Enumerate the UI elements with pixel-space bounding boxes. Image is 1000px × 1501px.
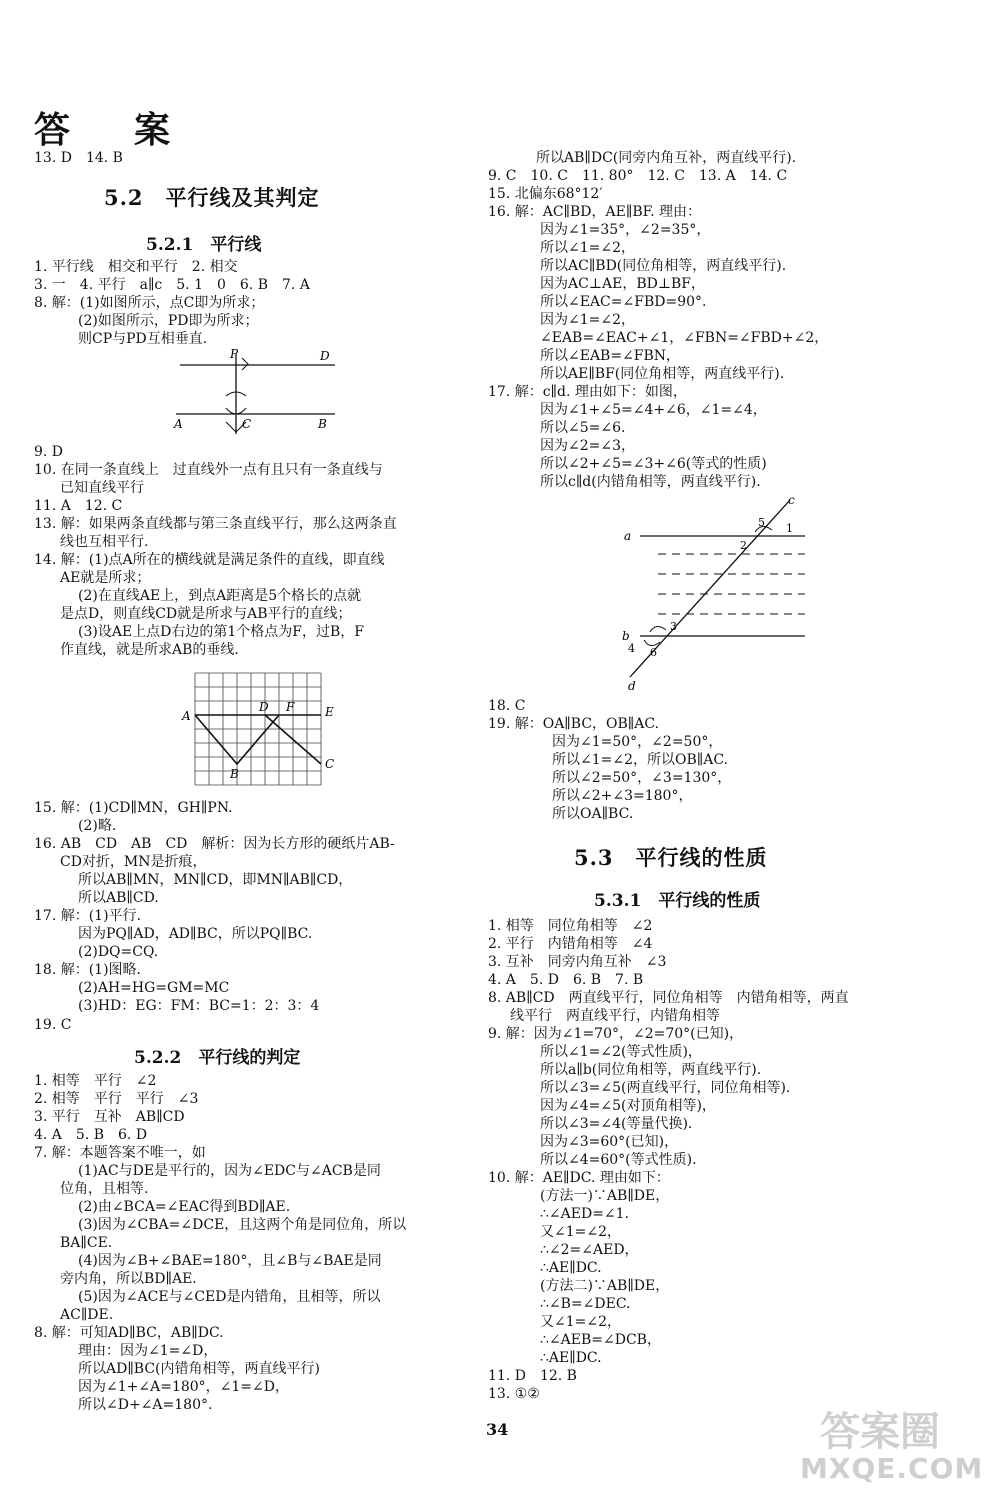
answer-line: 10. 在同一条直线上 过直线外一点有且只有一条直线与 (34, 462, 383, 478)
answer-line: 4. A 5. D 6. B 7. B (488, 972, 644, 988)
answer-line: ∴∠B=∠DEC. (540, 1296, 631, 1312)
figure-label: A (174, 417, 183, 431)
answer-line: 16. AB CD AB CD 解析：因为长方形的硬纸片AB- (34, 836, 395, 852)
answer-line: 8. 解：可知AD∥BC，AB∥DC. (34, 1325, 224, 1341)
answer-line: ∴∠AED=∠1. (540, 1206, 630, 1222)
watermark-logo: 答案圈 (820, 1409, 940, 1455)
answer-line: 因为∠1=∠2， (540, 312, 636, 328)
answer-line: 又∠1=∠2， (540, 1224, 622, 1240)
answer-line: 线平行 两直线平行，内错角相等 (510, 1008, 720, 1024)
figure-label: 6 (650, 646, 657, 659)
answer-line: 因为∠1+∠5=∠4+∠6，∠1=∠4， (540, 402, 767, 418)
answer-line: 2. 平行 内错角相等 ∠4 (488, 936, 653, 952)
answer-line: 因为∠1=35°，∠2=35°， (540, 222, 711, 238)
answer-line: 所以∠EAB=∠FBN， (540, 348, 681, 364)
answer-line: 因为∠3=60°(已知)， (540, 1134, 679, 1150)
parallel-lines-transversal-figure (620, 492, 820, 692)
page-number: 34 (486, 1420, 509, 1439)
answer-line: 因为∠1=50°，∠2=50°， (552, 734, 723, 750)
answer-line: (2)如图所示，PD即为所求； (78, 313, 259, 329)
answer-line: (5)因为∠ACE与∠CED是内错角，且相等，所以 (78, 1289, 381, 1305)
answer-line: (方法一)∵AB∥DE， (540, 1188, 670, 1204)
answer-line: (4)因为∠B+∠BAE=180°，且∠B与∠BAE是同 (78, 1253, 382, 1269)
answer-line: 则CP与PD互相垂直. (78, 331, 208, 347)
figure-label: P (230, 348, 239, 361)
subsection-heading-5-3-1: 5.3.1 平行线的性质 (594, 891, 761, 911)
answer-line: (2)DQ=CQ. (78, 944, 159, 960)
figure-label: a (624, 529, 632, 543)
answer-line: 位角，且相等. (60, 1181, 149, 1197)
figure-label: 2 (740, 539, 747, 552)
answer-line: ∴∠2=∠AED， (540, 1242, 639, 1258)
subsection-heading-5-2-2: 5.2.2 平行线的判定 (134, 1048, 301, 1068)
answer-line: 17. 解：(1)平行. (34, 908, 141, 924)
answer-line: (2)在直线AE上，到点A距离是5个格长的点就 (78, 588, 362, 604)
answer-line: 17. 解：c∥d. 理由如下：如图， (488, 384, 687, 400)
answer-line: 所以OA∥BC. (552, 806, 634, 822)
answer-line: 9. D (34, 444, 64, 460)
answer-line: 3. 一 4. 平行 a∥c 5. 1 0 6. B 7. A (34, 277, 310, 293)
subsection-heading-5-2-1: 5.2.1 平行线 (146, 235, 262, 255)
answer-line: 11. D 12. B (488, 1368, 577, 1384)
answer-line: ∴∠AEB=∠DCB， (540, 1332, 661, 1348)
figure-label: F (286, 700, 295, 714)
answer-line: (方法二)∵AB∥DE， (540, 1278, 670, 1294)
answer-line: (1)AC与DE是平行的，因为∠EDC与∠ACB是同 (78, 1163, 381, 1179)
answer-line: 线也互相平行. (60, 534, 149, 550)
figure-label: C (242, 417, 252, 431)
answer-line: 19. 解：OA∥BC，OB∥AC. (488, 716, 660, 732)
answer-line: 所以∠1=∠2， (540, 240, 636, 256)
grid-figure (180, 668, 350, 788)
figure-label: C (325, 757, 335, 771)
answer-line: 9. 解：因为∠1=70°，∠2=70°(已知)， (488, 1026, 744, 1042)
answer-line: 所以∠3=∠4(等量代换). (540, 1116, 693, 1132)
answer-line: 所以∠1=∠2(等式性质)， (540, 1044, 702, 1060)
answer-line: 2. 相等 平行 平行 ∠3 (34, 1091, 199, 1107)
perpendicular-construction-figure (170, 348, 350, 438)
answer-line: 所以∠EAC=∠FBD=90°. (540, 294, 707, 310)
answer-line: (3)设AE上点D右边的第1个格点为F，过B，F (78, 624, 365, 640)
answer-line: 所以∠3=∠5(两直线平行，同位角相等). (540, 1080, 791, 1096)
answer-line: ∴AE∥DC. (540, 1350, 602, 1366)
answer-line: 所以∠5=∠6. (540, 420, 626, 436)
answer-line: 因为∠2=∠3， (540, 438, 636, 454)
answer-line: (2)略. (78, 818, 117, 834)
answer-line: 8. 解：(1)如图所示，点C即为所求； (34, 295, 265, 311)
answer-line: 13. ①② (488, 1386, 540, 1402)
answer-line: 1. 相等 同位角相等 ∠2 (488, 918, 653, 934)
answer-line: 13. 解：如果两条直线都与第三条直线平行，那么这两条直 (34, 516, 397, 532)
figure-label: D (320, 349, 330, 363)
answer-line: 所以AB∥DC(同旁内角互补，两直线平行). (536, 150, 797, 166)
answer-line: 1. 平行线 相交和平行 2. 相交 (34, 259, 238, 275)
answer-line: 因为∠4=∠5(对顶角相等)， (540, 1098, 716, 1114)
answer-line: 7. 解：本题答案不唯一，如 (34, 1145, 206, 1161)
figure-label: 4 (628, 642, 635, 655)
answer-line: ∠EAB=∠EAC+∠1，∠FBN=∠FBD+∠2， (540, 330, 829, 346)
answer-line: 10. 解：AE∥DC. 理由如下： (488, 1170, 670, 1186)
answer-line: 所以∠2+∠5=∠3+∠6(等式的性质) (540, 456, 767, 472)
figure-label: B (318, 417, 327, 431)
figure-label: E (325, 705, 334, 719)
answer-line: AC∥DE. (60, 1307, 114, 1323)
answer-line: 所以∠4=60°(等式性质). (540, 1152, 697, 1168)
answer-line: 所以∠2+∠3=180°， (552, 788, 693, 804)
answer-line: (3)因为∠CBA=∠DCE，且这两个角是同位角，所以 (78, 1217, 407, 1233)
answer-line: (2)AH=HG=GM=MC (78, 980, 230, 996)
figure-label: c (788, 493, 795, 507)
answer-line: 理由：因为∠1=∠D， (78, 1343, 218, 1359)
figure-label: d (628, 679, 636, 692)
answer-line: 16. 解：AC∥BD，AE∥BF. 理由： (488, 204, 702, 220)
answer-line: BA∥CE. (60, 1235, 113, 1251)
answer-line: 所以AB∥CD. (78, 890, 159, 906)
answer-line: 所以AE∥BF(同位角相等，两直线平行). (540, 366, 785, 382)
figure-label: 3 (670, 620, 677, 633)
answer-line: AE就是所求； (60, 570, 151, 586)
answer-line: 9. C 10. C 11. 80° 12. C 13. A 14. C (488, 168, 788, 184)
answer-line: 8. AB∥CD 两直线平行，同位角相等 内错角相等，两直 (488, 990, 849, 1006)
answer-line: 所以∠D+∠A=180°. (78, 1397, 213, 1413)
answer-line: 所以AD∥BC(内错角相等，两直线平行) (78, 1361, 320, 1377)
answer-line: 所以a∥b(同位角相等，两直线平行). (540, 1062, 762, 1078)
answer-line: 作直线，就是所求AB的垂线. (60, 642, 239, 658)
answer-line: 15. 解：(1)CD∥MN，GH∥PN. (34, 800, 233, 816)
figure-label: D (259, 700, 269, 714)
answer-line: 旁内角，所以BD∥AE. (60, 1271, 197, 1287)
answer-line: 所以∠2=50°，∠3=130°， (552, 770, 732, 786)
answer-line: 19. C (34, 1017, 72, 1033)
answer-line: 是点D，则直线CD就是所求与AB平行的直线； (60, 606, 352, 622)
answer-line: CD对折，MN是折痕， (60, 854, 207, 870)
answer-line: 18. 解：(1)图略. (34, 962, 141, 978)
page-title: 答 案 (34, 109, 185, 151)
answer-line: 13. D 14. B (34, 150, 123, 166)
answer-line: 15. 北偏东68°12′ (488, 186, 603, 202)
watermark-url: MXQE.COM (800, 1452, 984, 1485)
answer-line: 4. A 5. B 6. D (34, 1127, 148, 1143)
answer-line: 已知直线平行 (60, 480, 144, 496)
answer-line: 3. 平行 互补 AB∥CD (34, 1109, 185, 1125)
answer-line: 14. 解：(1)点A所在的横线就是满足条件的直线，即直线 (34, 552, 385, 568)
answer-line: 因为PQ∥AD，AD∥BC，所以PQ∥BC. (78, 926, 313, 942)
answer-line: ∴AE∥DC. (540, 1260, 602, 1276)
answer-line: 又∠1=∠2， (540, 1314, 622, 1330)
answer-line: 3. 互补 同旁内角互补 ∠3 (488, 954, 667, 970)
answer-line: (3)HD：EG：FM：BC=1：2：3：4 (78, 998, 320, 1014)
answer-line: 因为AC⊥AE，BD⊥BF， (540, 276, 705, 292)
answer-line: 所以∠1=∠2，所以OB∥AC. (552, 752, 729, 768)
answer-line: 所以AC∥BD(同位角相等，两直线平行). (540, 258, 787, 274)
figure-label: B (230, 767, 239, 781)
answer-line: 因为∠1+∠A=180°，∠1=∠D， (78, 1379, 289, 1395)
section-heading-5-3: 5.3 平行线的性质 (574, 845, 768, 870)
figure-label: b (622, 629, 630, 643)
figure-label: 1 (786, 522, 793, 535)
answer-line: (2)由∠BCA=∠EAC得到BD∥AE. (78, 1199, 291, 1215)
answer-line: 1. 相等 平行 ∠2 (34, 1073, 157, 1089)
answer-line: 所以AB∥MN，MN∥CD，即MN∥AB∥CD， (78, 872, 353, 888)
section-heading-5-2: 5.2 平行线及其判定 (104, 185, 320, 210)
answer-line: 18. C (488, 698, 526, 714)
figure-label: A (182, 709, 191, 723)
figure-label: 5 (758, 516, 765, 529)
answer-line: 所以c∥d(内错角相等，两直线平行). (540, 474, 761, 490)
answer-line: 11. A 12. C (34, 498, 123, 514)
